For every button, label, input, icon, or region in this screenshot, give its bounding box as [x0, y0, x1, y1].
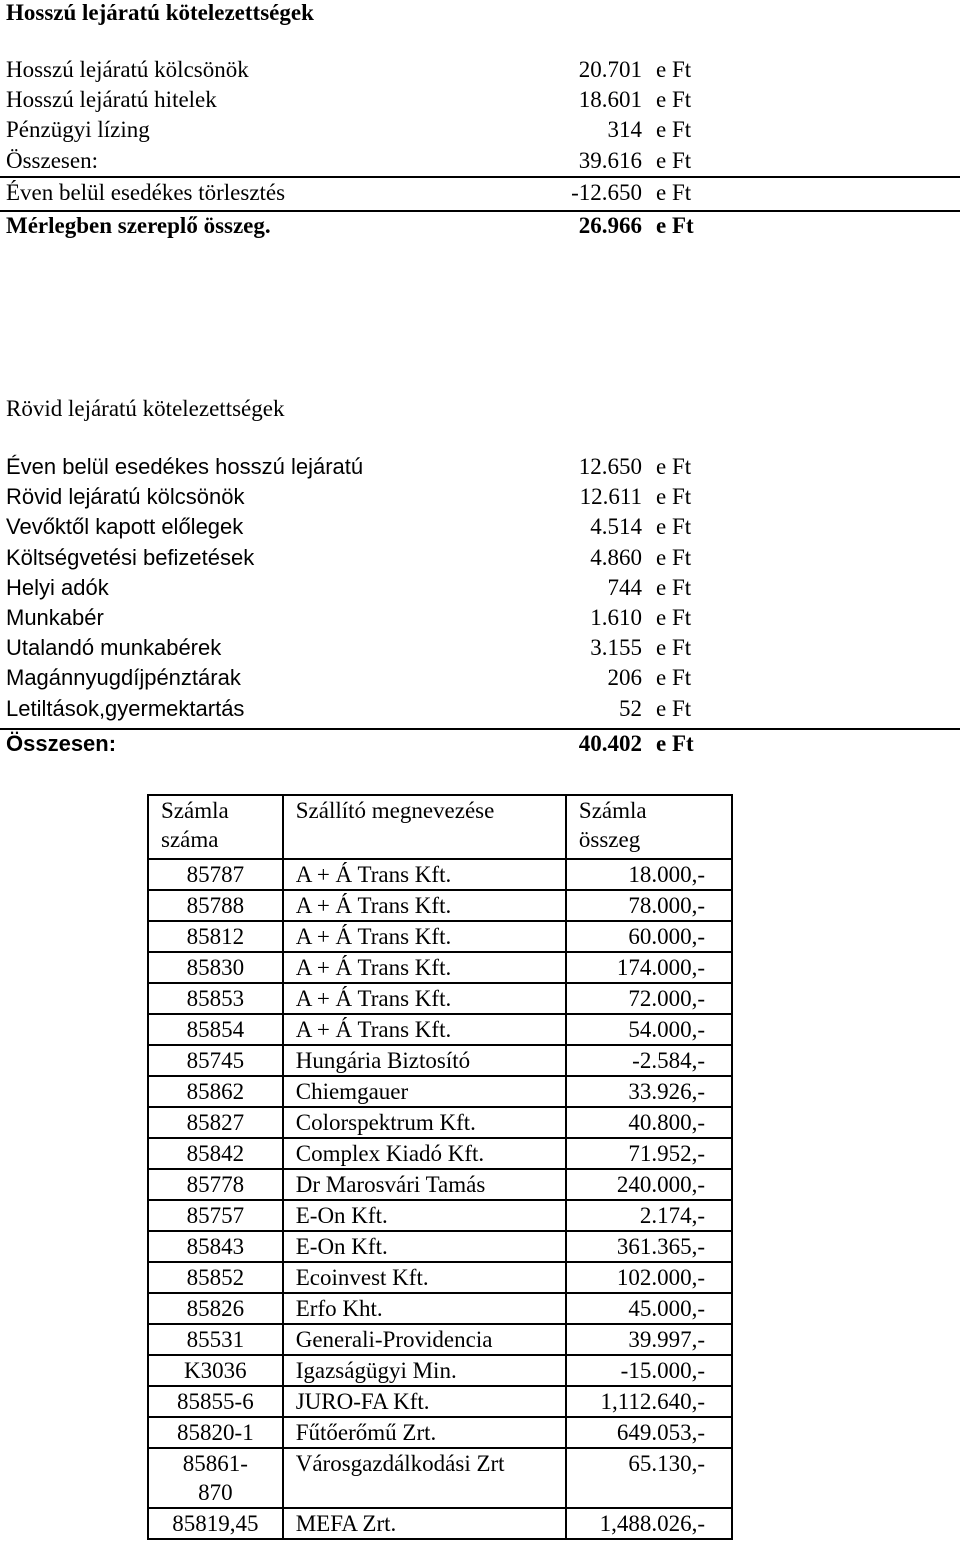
table-row: [148, 1231, 732, 1262]
section1-row-label: Hosszú lejáratú hitelek: [6, 87, 217, 112]
supplier-cell: [283, 921, 566, 952]
section1-divider: [0, 176, 960, 178]
amount-cell: [566, 983, 732, 1014]
table-row: [148, 859, 732, 890]
section1-row-unit: e Ft: [656, 148, 692, 173]
invoice-number: 85827: [186, 1110, 245, 1135]
amount-cell: [566, 1448, 732, 1508]
supplier-cell: [283, 1293, 566, 1324]
invoice-number: 85843: [186, 1234, 245, 1259]
supplier-name: Fűtőerőmű Zrt.: [295, 1420, 437, 1445]
amount-cell: [566, 1076, 732, 1107]
section1-row-label: Mérlegben szereplő összeg.: [6, 213, 271, 238]
table-row: [148, 1262, 732, 1293]
header-amount-line2: összeg: [578, 827, 641, 852]
section2-row-label: Összesen:: [6, 731, 117, 756]
invoice-amount: 2.174,-: [639, 1203, 705, 1228]
amount-cell: [566, 890, 732, 921]
invoice-number-cell: [148, 1045, 283, 1076]
invoice-number: 85852: [186, 1265, 245, 1290]
invoice-number: 85778: [186, 1172, 245, 1197]
supplier-cell: [283, 1138, 566, 1169]
invoice-number-cell: [148, 983, 283, 1014]
table-row: [148, 921, 732, 952]
supplier-name: MEFA Zrt.: [295, 1511, 397, 1536]
invoice-amount: -15.000,-: [620, 1358, 705, 1383]
supplier-name: E-On Kft.: [295, 1203, 388, 1228]
section2-row-value: 206: [607, 665, 642, 690]
supplier-cell: [283, 859, 566, 890]
section2-row-unit: e Ft: [656, 635, 692, 660]
section1-row-unit: e Ft: [656, 117, 692, 142]
supplier-cell: [283, 1231, 566, 1262]
table-row: [148, 1448, 732, 1508]
section2-row-unit: e Ft: [656, 484, 692, 509]
table-row: [148, 1045, 732, 1076]
amount-cell: [566, 1324, 732, 1355]
invoice-amount: 65.130,-: [628, 1451, 705, 1476]
invoice-amount: 102.000,-: [616, 1265, 705, 1290]
section2-row-value: 4.860: [590, 545, 642, 570]
amount-cell: [566, 1200, 732, 1231]
amount-cell: [566, 1045, 732, 1076]
supplier-name: Generali-Providencia: [295, 1327, 493, 1352]
invoice-number-cell: [148, 1386, 283, 1417]
invoice-table: [147, 794, 733, 1540]
invoice-number-cell: [148, 1231, 283, 1262]
header-invoice-number-line2: száma: [161, 827, 219, 852]
section2-row-value: 1.610: [590, 605, 642, 630]
invoice-number: 85745: [186, 1048, 245, 1073]
header-amount-line1: Számla: [578, 798, 647, 823]
supplier-cell: [283, 1014, 566, 1045]
table-row: [148, 1386, 732, 1417]
amount-cell: [566, 1386, 732, 1417]
section2-row-label: Költségvetési befizetések: [6, 545, 255, 570]
table-row: [148, 1324, 732, 1355]
section2-row-value: 3.155: [590, 635, 642, 660]
supplier-cell: [283, 983, 566, 1014]
invoice-amount: 60.000,-: [628, 924, 705, 949]
invoice-number: 85812: [186, 924, 245, 949]
section2-row-label: Utalandó munkabérek: [6, 635, 222, 660]
section1-row-value: 26.966: [578, 213, 642, 238]
supplier-name: Dr Marosvári Tamás: [295, 1172, 486, 1197]
section1-row-label: Éven belül esedékes törlesztés: [6, 180, 286, 205]
invoice-number: 85853: [186, 986, 245, 1011]
section2-row-unit: e Ft: [656, 454, 692, 479]
supplier-name: Chiemgauer: [295, 1079, 409, 1104]
invoice-number-cell: [148, 1169, 283, 1200]
invoice-amount: -2.584,-: [632, 1048, 705, 1073]
amount-cell: [566, 1508, 732, 1539]
header-invoice-number-line1: Számla: [161, 798, 229, 823]
invoice-number: 85855-6: [177, 1389, 254, 1414]
section2-row-value: 52: [619, 696, 642, 721]
supplier-cell: [283, 1355, 566, 1386]
table-row: [148, 890, 732, 921]
invoice-number: 85819,45: [172, 1511, 259, 1536]
invoice-number-cell: [148, 890, 283, 921]
section2-row-unit: e Ft: [656, 665, 692, 690]
section1-row-unit: e Ft: [656, 87, 692, 112]
amount-cell: [566, 1293, 732, 1324]
section1-row-value: 20.701: [578, 57, 642, 82]
supplier-cell: [283, 1324, 566, 1355]
supplier-name: E-On Kft.: [295, 1234, 388, 1259]
invoice-number: 85861- 870: [182, 1451, 248, 1505]
section2-row-label: Helyi adók: [6, 575, 109, 600]
section2-row-value: 4.514: [590, 514, 642, 539]
supplier-cell: [283, 1508, 566, 1539]
section2-row-label: Rövid lejáratú kölcsönök: [6, 484, 245, 509]
section2-title: Rövid lejáratú kötelezettségek: [6, 396, 285, 421]
section1-row-label: Pénzügyi lízing: [6, 117, 150, 142]
table-row: [148, 1169, 732, 1200]
section2-row-label: Vevőktől kapott előlegek: [6, 514, 244, 539]
supplier-cell: [283, 952, 566, 983]
section1-divider: [0, 210, 960, 212]
supplier-name: Hungária Biztosító: [295, 1048, 471, 1073]
section2-row-value: 40.402: [578, 731, 642, 756]
invoice-amount: 78.000,-: [628, 893, 705, 918]
invoice-number: 85842: [186, 1141, 245, 1166]
section2-row-value: 744: [607, 575, 642, 600]
supplier-name: A + Á Trans Kft.: [295, 955, 452, 980]
section2-row-unit: e Ft: [656, 605, 692, 630]
amount-cell: [566, 1355, 732, 1386]
invoice-number-cell: [148, 1293, 283, 1324]
supplier-name: A + Á Trans Kft.: [295, 893, 452, 918]
section2-row-value: 12.611: [579, 484, 642, 509]
invoice-table-header: [148, 795, 732, 859]
amount-cell: [566, 952, 732, 983]
amount-cell: [566, 1138, 732, 1169]
amount-cell: [566, 859, 732, 890]
supplier-cell: [283, 1200, 566, 1231]
amount-cell: [566, 921, 732, 952]
table-row: [148, 1417, 732, 1448]
supplier-cell: [283, 1262, 566, 1293]
invoice-number-cell: [148, 1262, 283, 1293]
invoice-amount: 174.000,-: [616, 955, 705, 980]
supplier-cell: [283, 1386, 566, 1417]
section1-row-label: Hosszú lejáratú kölcsönök: [6, 57, 249, 82]
section1-row-value: -12.650: [571, 180, 642, 205]
supplier-name: Erfo Kht.: [295, 1296, 383, 1321]
supplier-name: A + Á Trans Kft.: [295, 862, 452, 887]
supplier-name: Városgazdálkodási Zrt: [295, 1451, 505, 1476]
section1-row-value: 314: [607, 117, 642, 142]
table-row: [148, 952, 732, 983]
invoice-number: 85788: [186, 893, 245, 918]
supplier-cell: [283, 1169, 566, 1200]
supplier-name: JURO-FA Kft.: [295, 1389, 430, 1414]
supplier-name: A + Á Trans Kft.: [295, 1017, 452, 1042]
invoice-number-cell: [148, 1324, 283, 1355]
table-row: [148, 1138, 732, 1169]
invoice-number: 85826: [186, 1296, 245, 1321]
supplier-name: Ecoinvest Kft.: [295, 1265, 429, 1290]
supplier-name: Igazságügyi Min.: [295, 1358, 457, 1383]
invoice-number: 85862: [186, 1079, 245, 1104]
header-amount: [566, 795, 732, 859]
section2-row-unit: e Ft: [656, 731, 694, 756]
invoice-amount: 71.952,-: [628, 1141, 705, 1166]
amount-cell: [566, 1231, 732, 1262]
table-row: [148, 1355, 732, 1386]
table-row: [148, 983, 732, 1014]
invoice-number: 85757: [186, 1203, 245, 1228]
table-row: [148, 1107, 732, 1138]
table-row: [148, 1014, 732, 1045]
invoice-number-cell: [148, 1138, 283, 1169]
supplier-cell: [283, 1417, 566, 1448]
amount-cell: [566, 1107, 732, 1138]
section2-row-value: 12.650: [578, 454, 642, 479]
amount-cell: [566, 1014, 732, 1045]
invoice-number: 85531: [186, 1327, 245, 1352]
invoice-number: 85830: [186, 955, 245, 980]
invoice-amount: 240.000,-: [616, 1172, 705, 1197]
table-row: [148, 1508, 732, 1539]
section2-row-unit: e Ft: [656, 575, 692, 600]
amount-cell: [566, 1417, 732, 1448]
section2-row-label: Letiltások,gyermektartás: [6, 696, 245, 721]
header-supplier: [283, 795, 566, 859]
invoice-amount: 361.365,-: [616, 1234, 705, 1259]
invoice-number-cell: [148, 1014, 283, 1045]
invoice-amount: 18.000,-: [628, 862, 705, 887]
table-row: [148, 1200, 732, 1231]
table-row: [148, 1076, 732, 1107]
invoice-number: 85854: [186, 1017, 245, 1042]
invoice-number-cell: [148, 921, 283, 952]
section1-row-value: 18.601: [578, 87, 642, 112]
section2-row-label: Magánnyugdíjpénztárak: [6, 665, 241, 690]
invoice-number-cell: [148, 1508, 283, 1539]
supplier-name: Colorspektrum Kft.: [295, 1110, 476, 1135]
invoice-amount: 1,112.640,-: [600, 1389, 705, 1414]
header-invoice-number: [148, 795, 283, 859]
invoice-amount: 45.000,-: [628, 1296, 705, 1321]
header-supplier-label: Szállító megnevezése: [295, 798, 495, 823]
section1-row-unit: e Ft: [656, 57, 692, 82]
section2-row-label: Éven belül esedékes hosszú lejáratú: [6, 454, 364, 479]
supplier-cell: [283, 1045, 566, 1076]
supplier-name: A + Á Trans Kft.: [295, 924, 452, 949]
amount-cell: [566, 1262, 732, 1293]
section2-row-unit: e Ft: [656, 696, 692, 721]
table-row: [148, 1293, 732, 1324]
invoice-number-cell: [148, 1417, 283, 1448]
supplier-name: Complex Kiadó Kft.: [295, 1141, 485, 1166]
invoice-number: 85787: [186, 862, 245, 887]
invoice-number-cell: [148, 1355, 283, 1386]
invoice-amount: 649.053,-: [616, 1420, 705, 1445]
section1-row-unit: e Ft: [656, 180, 692, 205]
invoice-amount: 40.800,-: [628, 1110, 705, 1135]
invoice-number-cell: [148, 1448, 283, 1508]
invoice-number-cell: [148, 1200, 283, 1231]
section2-divider: [0, 728, 960, 730]
invoice-amount: 1,488.026,-: [599, 1511, 705, 1536]
invoice-amount: 54.000,-: [628, 1017, 705, 1042]
section2-row-unit: e Ft: [656, 514, 692, 539]
invoice-number-cell: [148, 859, 283, 890]
section2-row-label: Munkabér: [6, 605, 104, 630]
section1-row-label: Összesen:: [6, 148, 98, 173]
supplier-cell: [283, 1448, 566, 1508]
invoice-amount: 72.000,-: [628, 986, 705, 1011]
invoice-amount: 39.997,-: [628, 1327, 705, 1352]
section1-row-value: 39.616: [578, 148, 642, 173]
supplier-name: A + Á Trans Kft.: [295, 986, 452, 1011]
supplier-cell: [283, 1107, 566, 1138]
section1-title: Hosszú lejáratú kötelezettségek: [6, 0, 314, 25]
invoice-amount: 33.926,-: [628, 1079, 705, 1104]
invoice-number: 85820-1: [177, 1420, 254, 1445]
supplier-cell: [283, 1076, 566, 1107]
amount-cell: [566, 1169, 732, 1200]
invoice-number: K3036: [184, 1358, 247, 1383]
section1-row-unit: e Ft: [656, 213, 694, 238]
invoice-number-cell: [148, 1107, 283, 1138]
supplier-cell: [283, 890, 566, 921]
invoice-number-cell: [148, 952, 283, 983]
section2-row-unit: e Ft: [656, 545, 692, 570]
invoice-number-cell: [148, 1076, 283, 1107]
